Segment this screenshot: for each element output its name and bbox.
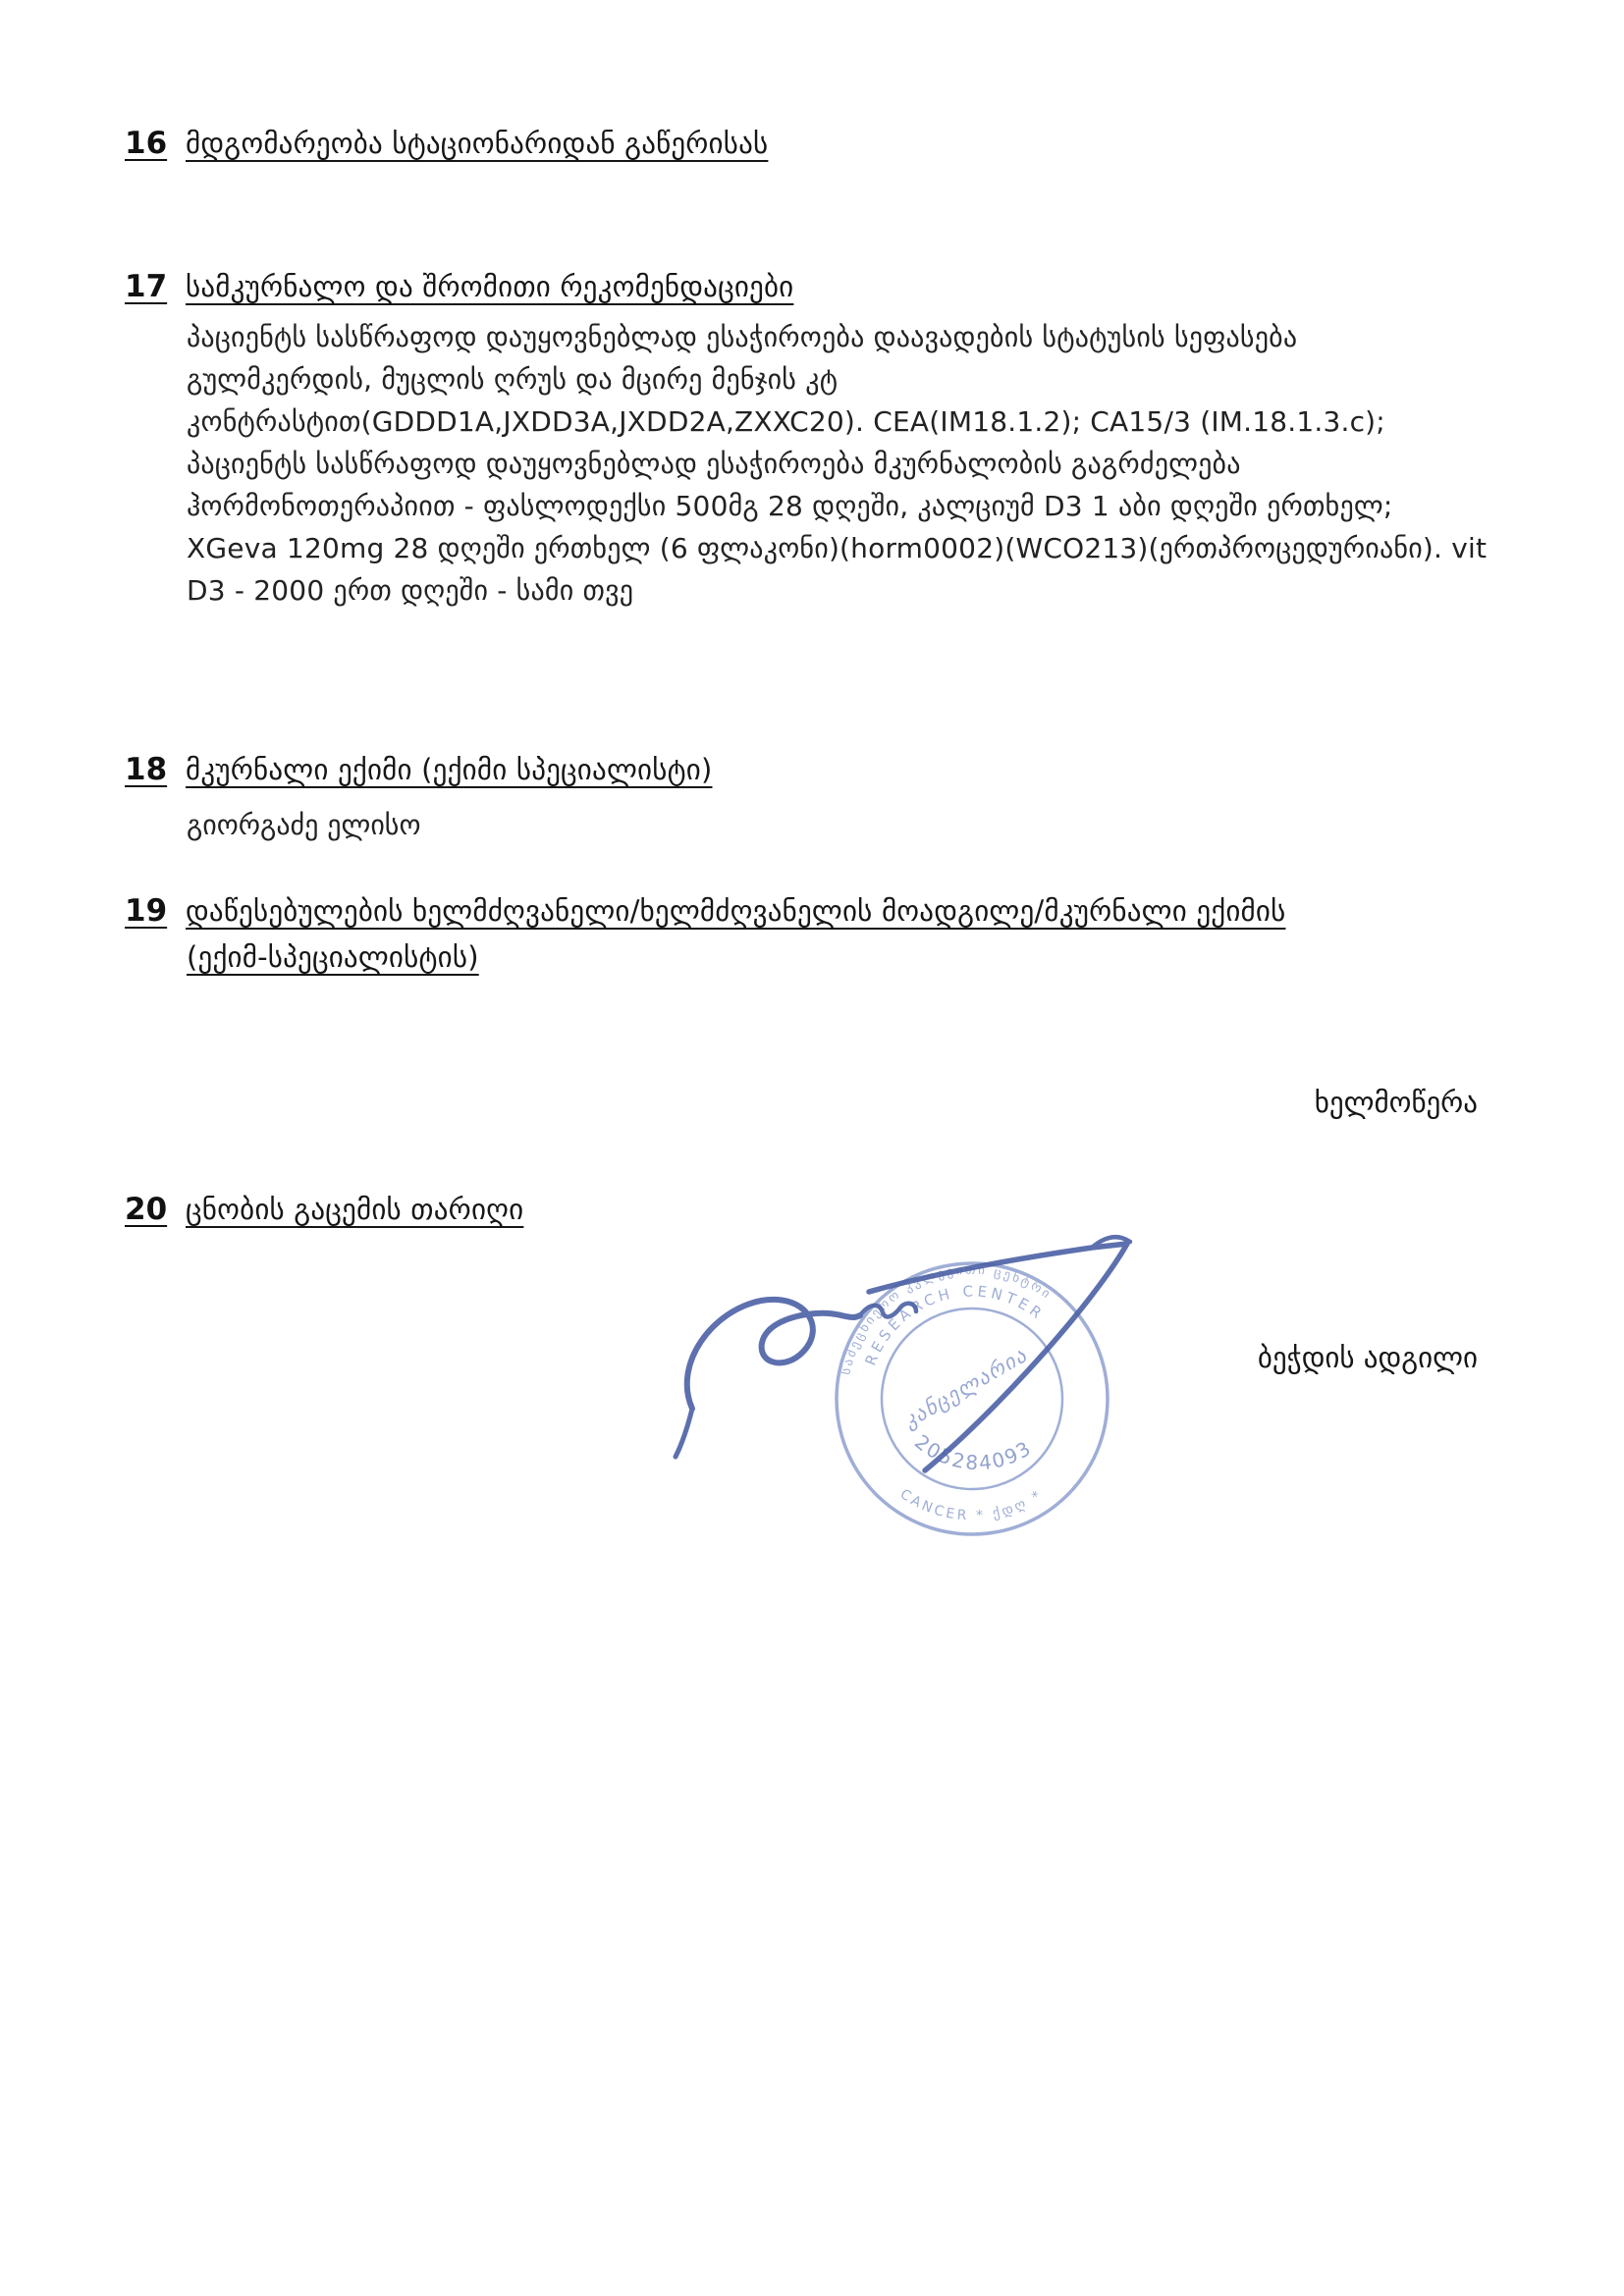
handwritten-signature <box>676 1237 1130 1470</box>
stamp-number: 205284093 <box>910 1429 1037 1475</box>
section-20-number: 20 <box>125 1192 168 1227</box>
section-17-number: 17 <box>125 269 168 304</box>
section-17 <box>125 269 793 304</box>
seal-place-label: ბეჭდის ადგილი <box>1257 1341 1478 1374</box>
doctor-name: გიორგაძე ელისო <box>187 809 421 841</box>
stamp-svg <box>668 1217 1159 1580</box>
recommendation-line: კონტრასტით(GDDD1A,JXDD3A,JXDD2A,ZXXC20). CEA(IM18.1.2); CA15/3 (IM.18.1.3.c); <box>187 405 1385 438</box>
section-18-number: 18 <box>125 752 168 787</box>
recommendation-line: პაციენტს სასწრაფოდ დაუყოვნებლად ესაჭიროება მკურნალობის გაგრძელება <box>187 448 1241 480</box>
section-18 <box>125 752 712 787</box>
stamp-ring-georgian-text: სამეცნიერო კვლევითი ცენტრი <box>839 1262 1055 1377</box>
section-19-title-line2-wrap <box>187 940 479 974</box>
recommendation-line: D3 - 2000 ერთ დღეში - სამი თვე <box>187 574 634 607</box>
round-stamp <box>804 1231 1140 1567</box>
stamp-and-signature <box>668 1217 1159 1580</box>
section-16 <box>125 126 768 161</box>
section-17-title: სამკურნალო და შრომითი რეკომენდაციები <box>186 270 794 303</box>
section-19-title-line2: (ექიმ-სპეციალისტის) <box>187 940 479 974</box>
section-17-recommendations <box>187 316 1487 612</box>
recommendation-line: XGeva 120mg 28 დღეში ერთხელ (6 ფლაკონი)(horm0002)(WCO213)(ერთპროცედურიანი). vit <box>187 532 1488 564</box>
section-19 <box>125 893 1285 929</box>
signature-label: ხელმოწერა <box>1314 1086 1478 1119</box>
section-16-number: 16 <box>125 126 168 161</box>
recommendation-line: პაციენტს სასწრაფოდ დაუყოვნებლად ესაჭიროება დაავადების სტატუსის სეფასება <box>187 321 1298 353</box>
section-20 <box>125 1192 523 1227</box>
section-20-title: ცნობის გაცემის თარიღი <box>186 1193 524 1226</box>
section-16-title: მდგომარეობა სტაციონარიდან გაწერისას <box>186 127 769 160</box>
recommendation-line: გულმკერდის, მუცლის ღრუს და მცირე მენჯის კტ <box>187 363 839 396</box>
section-18-title: მკურნალი ექიმი (ექიმი სპეციალისტი) <box>186 753 713 786</box>
section-19-title-line1: დაწესებულების ხელმძღვანელი/ხელმძღვანელის მოადგილე/მკურნალი ექიმის <box>186 894 1286 928</box>
section-19-number: 19 <box>125 893 168 929</box>
stamp-ring-bottom-text: CANCER * ქდღ * <box>896 1486 1047 1524</box>
recommendation-line: ჰორმონოთერაპიით - ფასლოდექსი 500მგ 28 დღეში, კალციუმ D3 1 აბი დღეში ერთხელ; <box>187 490 1393 522</box>
stamp-ring-latin-text: RESEARCH CENTER <box>861 1282 1049 1368</box>
stamp-center-text: კანცელარია <box>899 1343 1032 1433</box>
